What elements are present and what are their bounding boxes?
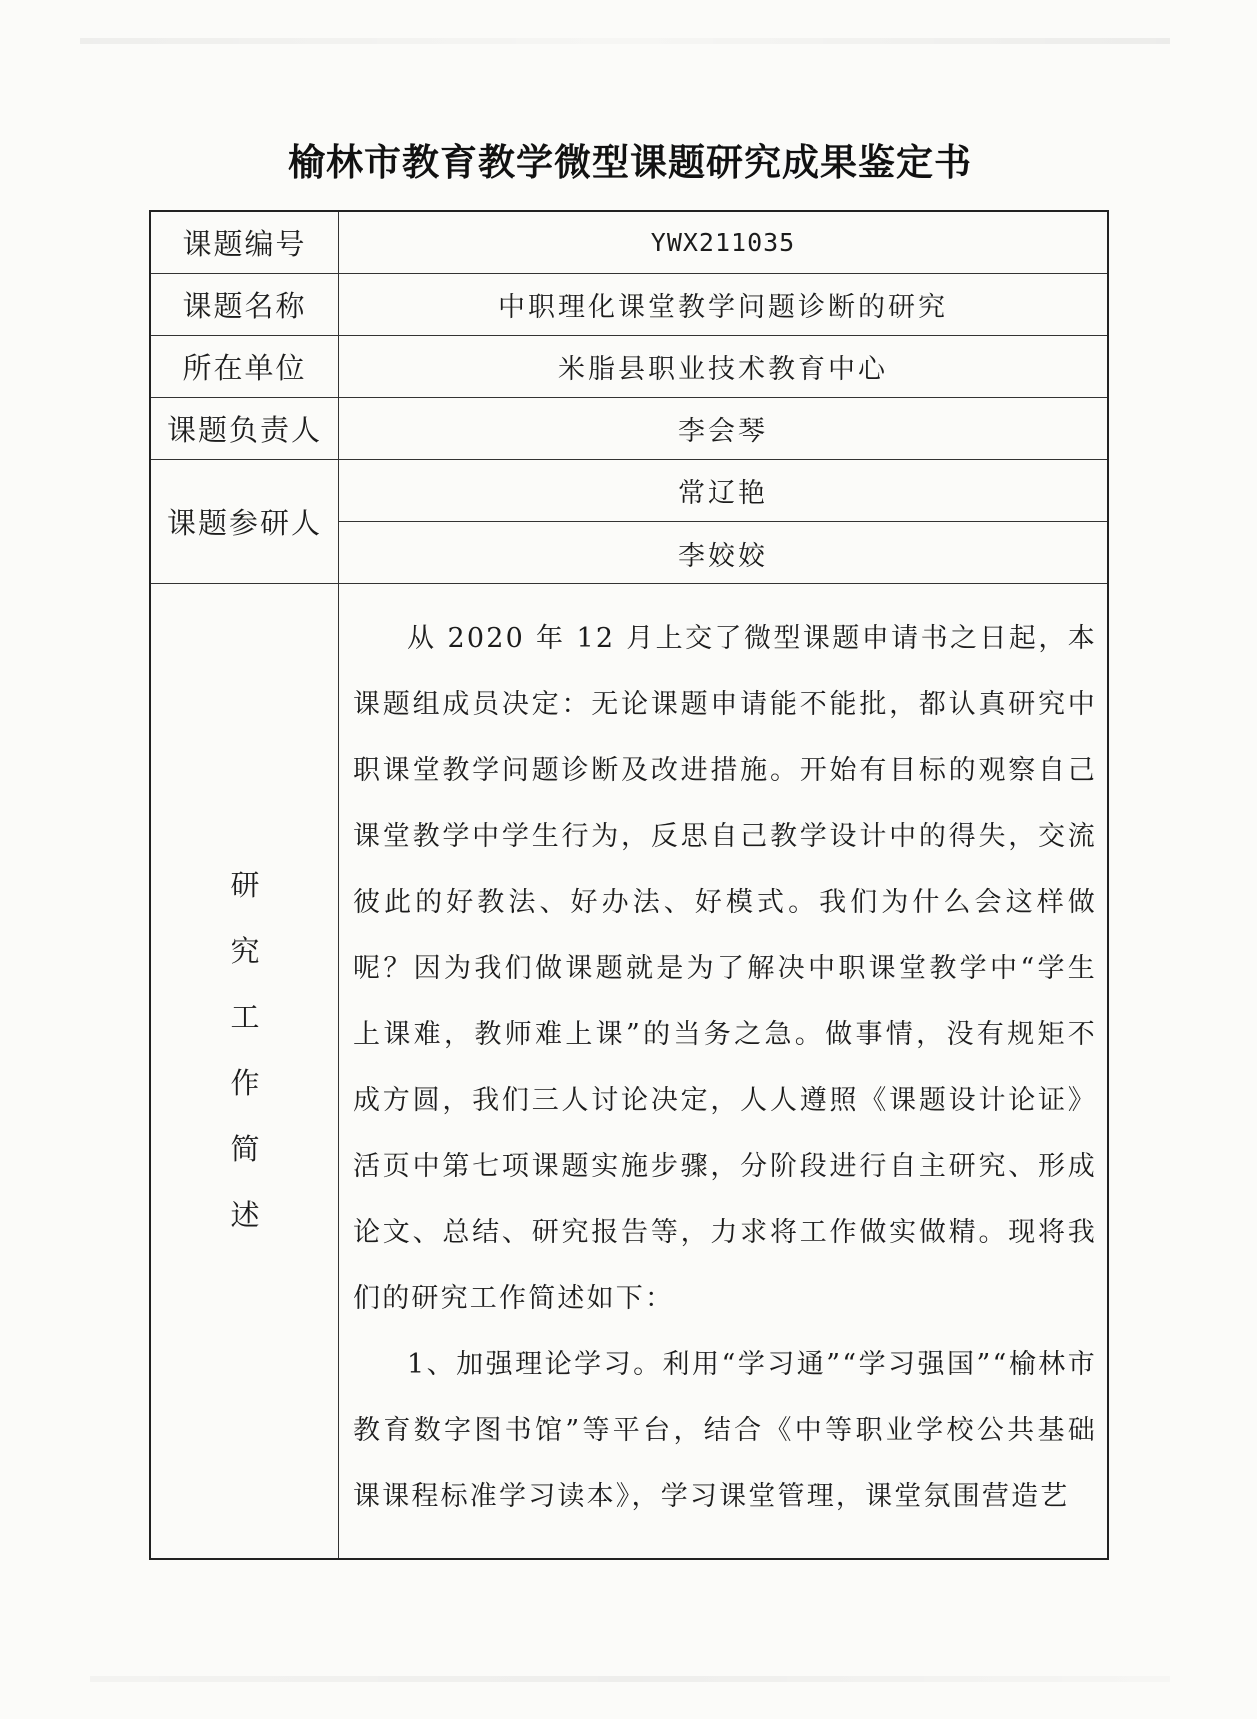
row-unit xyxy=(151,336,1107,398)
summary-label-char: 述 xyxy=(230,1198,260,1232)
summary-label-cell xyxy=(151,584,339,1558)
unit-value: 米脂县职业技术教育中心 xyxy=(558,354,888,385)
participants-label: 课题参研人 xyxy=(151,460,339,583)
row-leader xyxy=(151,398,1107,460)
summary-label-char: 究 xyxy=(230,934,260,968)
project-number-label: 课题编号 xyxy=(151,212,339,273)
summary-paragraph: 1、加强理论学习。利用“学习通”“学习强国”“榆林市教育数字图书馆”等平台，结合《中等职业学校公共基础课课程标准学习读本》，学习课堂管理，课堂氛围营造艺 xyxy=(353,1349,1097,1512)
row-participants xyxy=(151,460,1107,584)
document-title: 榆林市教育教学微型课题研究成果鉴定书 xyxy=(288,141,972,184)
row-project-name xyxy=(151,274,1107,336)
summary-label-char: 作 xyxy=(230,1066,260,1100)
row-summary xyxy=(151,584,1107,1558)
project-name-label: 课题名称 xyxy=(151,274,339,335)
project-number-value: YWX211035 xyxy=(650,228,796,257)
project-name-value: 中职理化课堂教学问题诊断的研究 xyxy=(498,292,948,323)
summary-paragraph: 从 2020 年 12 月上交了微型课题申请书之日起，本课题组成员决定：无论课题申请能不能批，都认真研究中职课堂教学问题诊断及改进措施。开始有目标的观察自己课堂教学中学生行为，反思自己教学设计中的得失，交流彼此的好教法、好办法、好模式。我们为什么会这样做呢？因为我们做课题就是为了解决中职课堂教学中“学生上课难，教师难上课”的当务之急。做事情，没有规矩不成方圆，我们三人讨论决定，人人遵照《课题设计论证》活页中第七项课题实施步骤，分阶段进行自主研究、形成论文、总结、研究报告等，力求将工作做实做精。现将我们的研究工作简述如下： xyxy=(353,623,1097,1314)
appraisal-form xyxy=(149,210,1109,1560)
summary-label-char: 工 xyxy=(230,1000,260,1034)
summary-label xyxy=(151,852,339,1248)
summary-label-char: 简 xyxy=(230,1132,260,1166)
unit-label: 所在单位 xyxy=(151,336,339,397)
scan-edge-bottom xyxy=(90,1676,1170,1682)
participant-name: 李姣姣 xyxy=(678,540,768,572)
summary-body xyxy=(339,584,1107,1558)
leader-value: 李会琴 xyxy=(678,416,768,447)
scan-edge-top xyxy=(80,38,1170,44)
participant-name: 常辽艳 xyxy=(339,460,1107,522)
summary-label-char: 研 xyxy=(230,868,260,902)
leader-label: 课题负责人 xyxy=(151,398,339,459)
row-project-number xyxy=(151,212,1107,274)
